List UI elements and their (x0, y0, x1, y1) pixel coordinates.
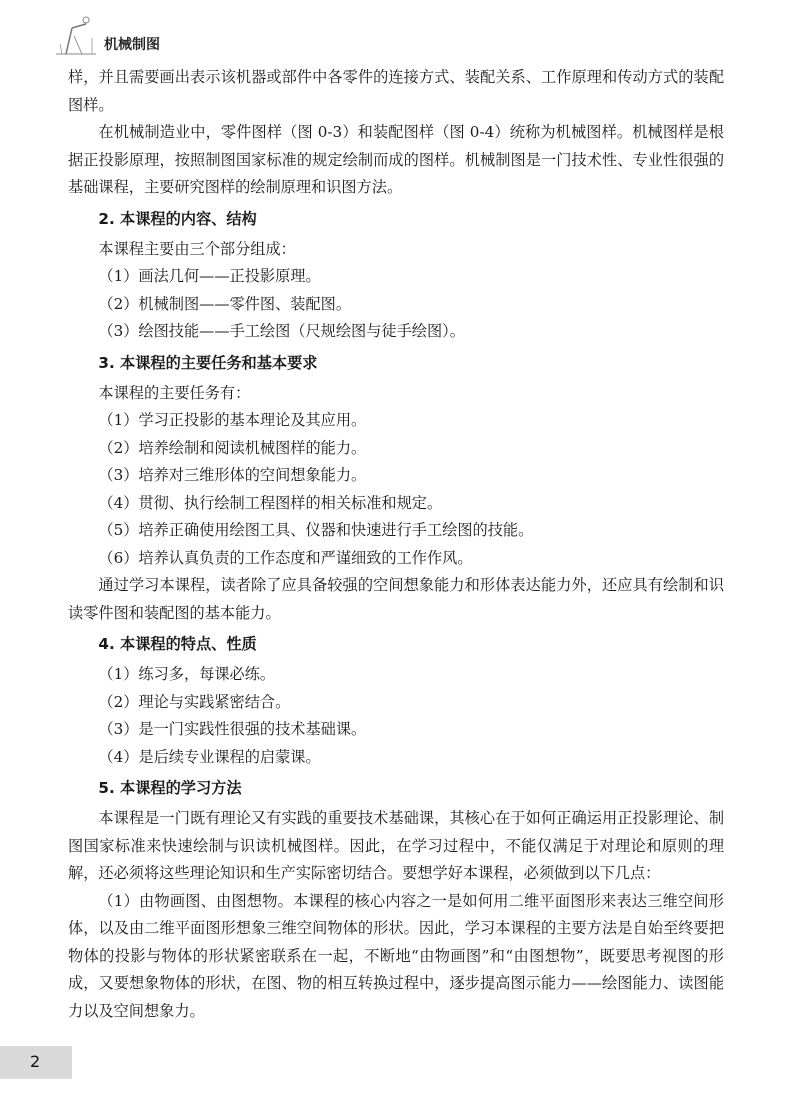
list-item: （2）培养绘制和阅读机械图样的能力。 (98, 438, 367, 457)
drafting-figure-icon (52, 14, 100, 58)
list-item: （2）理论与实践紧密结合。 (98, 692, 291, 711)
list-item: （4）是后续专业课程的启蒙课。 (98, 747, 321, 766)
body-paragraph: （1）由物画图、由图想物。本课程的核心内容之一是如何用二维平面图形来表达三维空间形体，以及由二维平面图形想象三维空间物体的形状。因此，学习本课程的主要方法是自始至终要把物体的投影与物体的形状紧密联系在一起，不断地“由物画图”和“由图想物”，既要思考视图的形成，又要想象物体的形状，在图、物的相互转换过程中，逐步提高图示能力——绘图能力、读图能力以及空间想象力。 (68, 891, 724, 1020)
body-paragraph: 在机械制造业中，零件图样（图 0-3）和装配图样（图 0-4）统称为机械图样。机械图样是根据正投影原理，按照制图国家标准的规定绘制而成的图样。机械制图是一门技术性、专业性很强的基础课程，主要研究图样的绘制原理和识图方法。 (68, 123, 724, 196)
list-item: （4）贯彻、执行绘制工程图样的相关标准和规定。 (98, 493, 443, 512)
body-paragraph: 本课程是一门既有理论又有实践的重要技术基础课，其核心在于如何正确运用正投影理论、制图国家标准来快速绘制与识读机械图样。因此，在学习过程中，不能仅满足于对理论和原则的理解，还必须将这些理论知识和生产实际密切结合。要想学好本课程，必须做到以下几点： (68, 809, 724, 882)
section-intro: 本课程主要由三个部分组成： (98, 239, 296, 258)
list-item: （1）画法几何——正投影原理。 (98, 267, 321, 285)
section-heading: 3. 本课程的主要任务和基本要求 (98, 353, 318, 372)
page-header (52, 14, 752, 62)
list-item: （2）机械制图——零件图、装配图。 (98, 294, 352, 313)
list-item: （3）是一门实践性很强的技术基础课。 (98, 720, 367, 738)
list-item: （6）培养认真负责的工作态度和严谨细致的工作作风。 (98, 548, 473, 567)
section-intro: 本课程的主要任务有： (98, 383, 251, 402)
book-title: 机械制图 (104, 37, 160, 53)
section-heading: 5. 本课程的学习方法 (98, 779, 242, 797)
section-heading: 4. 本课程的特点、性质 (98, 635, 257, 653)
list-item: （1）练习多，每课必练。 (98, 665, 276, 683)
body-paragraph: 样，并且需要画出表示该机器或部件中各零件的连接方式、装配关系、工作原理和传动方式的装配图样。 (68, 68, 724, 114)
list-item: （3）绘图技能——手工绘图（尺规绘图与徒手绘图）。 (98, 322, 465, 340)
page-body (68, 64, 724, 1025)
list-item: （1）学习正投影的基本理论及其应用。 (98, 411, 367, 429)
body-paragraph: 通过学习本课程，读者除了应具备较强的空间想象能力和形体表达能力外，还应具有绘制和识读零件图和装配图的基本能力。 (68, 576, 724, 622)
list-item: （5）培养正确使用绘图工具、仪器和快速进行手工绘图的技能。 (98, 521, 534, 539)
list-item: （3）培养对三维形体的空间想象能力。 (98, 466, 367, 484)
page-number: 2 (30, 1052, 41, 1071)
section-heading: 2. 本课程的内容、结构 (98, 209, 257, 228)
